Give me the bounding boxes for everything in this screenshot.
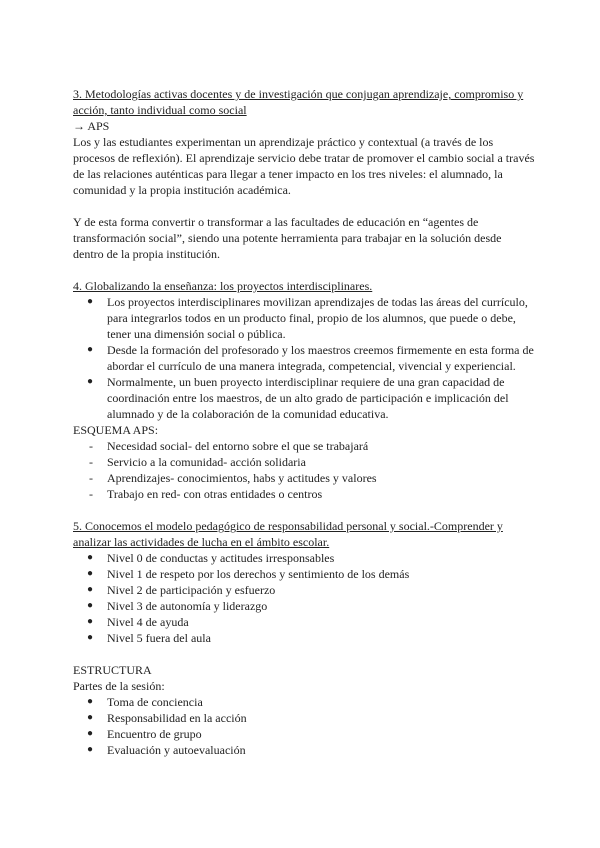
- list-item: [73, 726, 535, 742]
- dash-icon: -: [89, 487, 93, 501]
- bullet-icon: ●: [87, 296, 94, 307]
- list-item-text: Necesidad social- del entorno sobre el que se trabajará: [107, 439, 369, 453]
- estructura-subtitle: Partes de la sesión:: [73, 679, 165, 693]
- list-item-text: Responsabilidad en la acción: [107, 711, 247, 725]
- bullet-icon: ●: [87, 344, 94, 355]
- section-3-paragraph-1: Los y las estudiantes experimentan un aprendizaje práctico y contextual (a través de los procesos de reflexión). El aprendizaje servicio debe tratar de promover el cambio social a través de las relaciones auténticas para llegar a tener impacto en los tres niveles: el alumnado, la comunidad y la propia institución académica.: [73, 135, 535, 197]
- list-item-text: Trabajo en red- con otras entidades o centros: [107, 487, 323, 501]
- levels-list: [73, 550, 535, 646]
- list-item: [73, 598, 535, 614]
- aps-arrow-label: → APS: [73, 119, 110, 133]
- list-item-text: Evaluación y autoevaluación: [107, 743, 246, 757]
- bullet-icon: ●: [87, 696, 94, 707]
- list-item-text: Servicio a la comunidad- acción solidaria: [107, 455, 306, 469]
- bullet-icon: ●: [87, 552, 94, 563]
- list-item-text: Desde la formación del profesorado y los maestros creemos firmemente en esta forma de abordar el currículo de una manera integrada, competencial, vivencial y experiencial.: [107, 343, 534, 373]
- list-item-text: Nivel 3 de autonomía y liderazgo: [107, 599, 268, 613]
- bullet-icon: ●: [87, 744, 94, 755]
- esquema-aps-label: ESQUEMA APS:: [73, 423, 159, 437]
- list-item: [73, 614, 535, 630]
- list-item: [73, 294, 535, 342]
- list-item: [73, 342, 535, 374]
- list-item: [73, 566, 535, 582]
- section-4-heading: 4. Globalizando la enseñanza: los proyectos interdisciplinares.: [73, 279, 373, 293]
- list-item-text: Nivel 0 de conductas y actitudes irresponsables: [107, 551, 335, 565]
- esquema-aps-list: [73, 438, 535, 502]
- bullet-icon: ●: [87, 568, 94, 579]
- list-item-text: Los proyectos interdisciplinares movilizan aprendizajes de todas las áreas del currículo, para integrarlos todos en un producto final, propio de los alumnos, que puede o debe, tener una dimensión social o pública.: [107, 295, 528, 341]
- dash-icon: -: [89, 439, 93, 453]
- list-item: [73, 470, 535, 486]
- list-item-text: Nivel 1 de respeto por los derechos y sentimiento de los demás: [107, 567, 410, 581]
- section-3-paragraph-2: Y de esta forma convertir o transformar a las facultades de educación en “agentes de transformación social”, siendo una potente herramienta para trabajar en la solución desde dentro de la propia institución.: [73, 215, 502, 261]
- spacer: [73, 646, 535, 662]
- list-item-text: Toma de conciencia: [107, 695, 203, 709]
- list-item: [73, 550, 535, 566]
- dash-icon: -: [89, 455, 93, 469]
- list-item: [73, 582, 535, 598]
- estructura-title: ESTRUCTURA: [73, 663, 152, 677]
- list-item: [73, 630, 535, 646]
- list-item-text: Aprendizajes- conocimientos, habs y actitudes y valores: [107, 471, 377, 485]
- list-item-text: Nivel 4 de ayuda: [107, 615, 189, 629]
- list-item-text: Nivel 2 de participación y esfuerzo: [107, 583, 276, 597]
- bullet-icon: ●: [87, 616, 94, 627]
- bullet-icon: ●: [87, 376, 94, 387]
- dash-icon: -: [89, 471, 93, 485]
- spacer: [73, 502, 535, 518]
- section-5-heading: 5. Conocemos el modelo pedagógico de responsabilidad personal y social.-Comprender y analizar las actividades de lucha en el ámbito escolar.: [73, 519, 503, 549]
- list-item: [73, 710, 535, 726]
- bullet-icon: ●: [87, 600, 94, 611]
- spacer: [73, 262, 535, 278]
- section-3-heading: 3. Metodologías activas docentes y de investigación que conjugan aprendizaje, compromiso y acción, tanto individual como social: [73, 87, 524, 117]
- bullet-icon: ●: [87, 712, 94, 723]
- list-item: [73, 438, 535, 454]
- bullet-icon: ●: [87, 728, 94, 739]
- list-item-text: Encuentro de grupo: [107, 727, 202, 741]
- list-item: [73, 454, 535, 470]
- bullet-icon: ●: [87, 584, 94, 595]
- list-item: [73, 742, 535, 758]
- spacer: [73, 198, 535, 214]
- list-item: [73, 694, 535, 710]
- bullet-icon: ●: [87, 632, 94, 643]
- list-item: [73, 374, 535, 422]
- list-item-text: Normalmente, un buen proyecto interdisciplinar requiere de una gran capacidad de coordinación entre los maestros, de un alto grado de participación e implicación del alumnado y de la colaboración de la comunidad educativa.: [107, 375, 509, 421]
- list-item: [73, 486, 535, 502]
- session-parts-list: [73, 694, 535, 758]
- list-item-text: Nivel 5 fuera del aula: [107, 631, 211, 645]
- section-4-bullet-list: [73, 294, 535, 422]
- document-page: [73, 86, 535, 758]
